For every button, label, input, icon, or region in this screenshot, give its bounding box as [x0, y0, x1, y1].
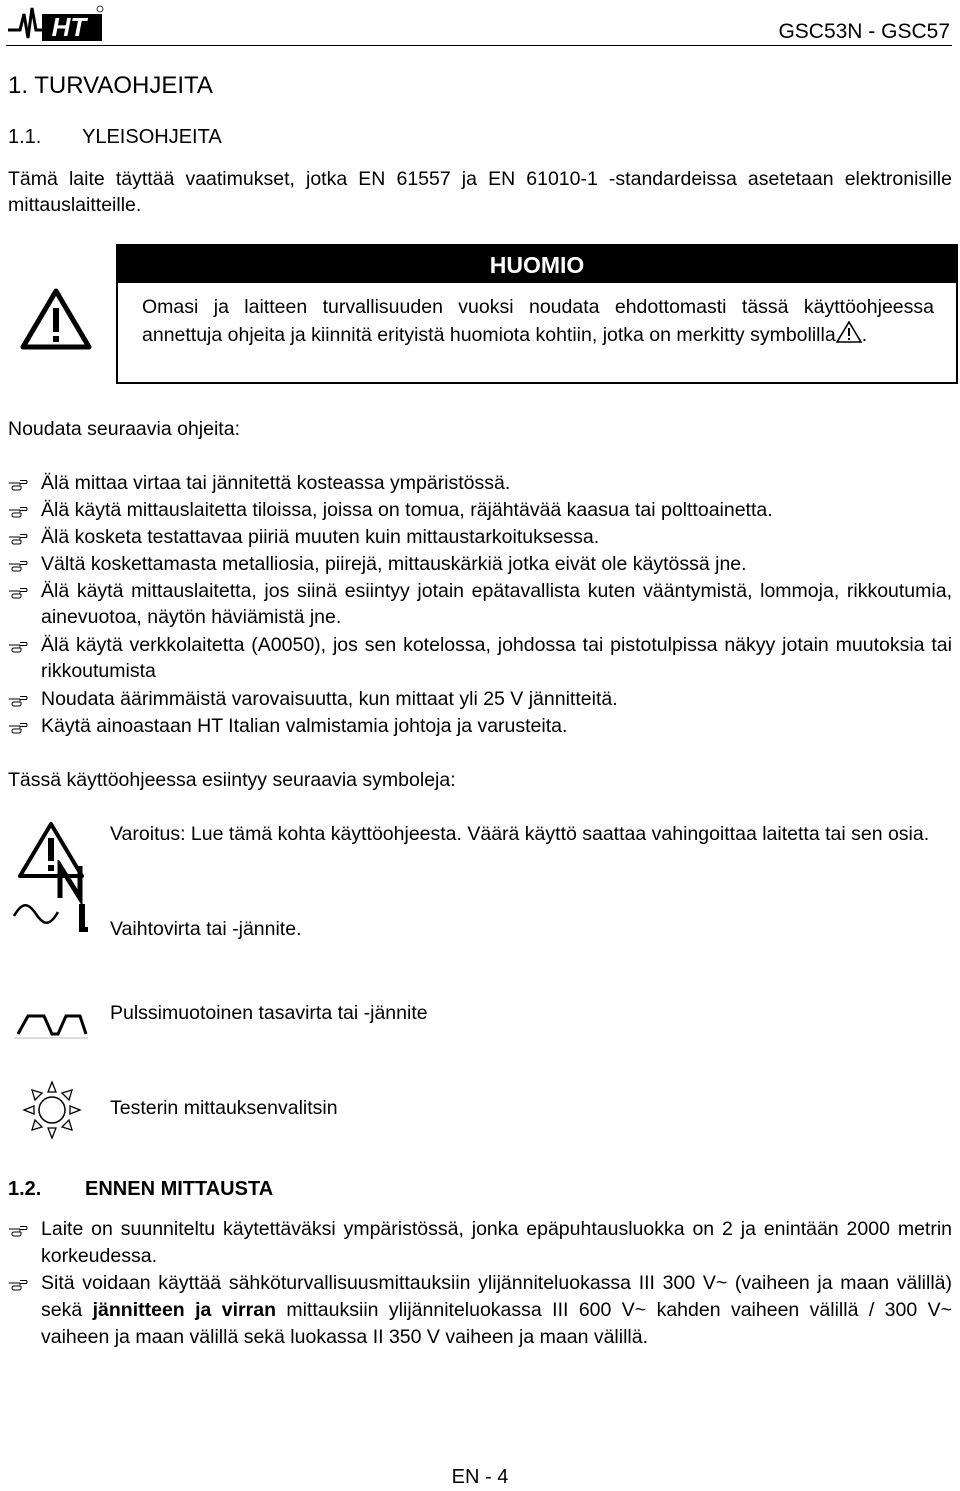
- warning-body: Omasi ja laitteen turvallisuuden vuoksi noudata ehdottomasti tässä käyttöohjeessa annettuja ohjeita ja kiinnitä erityistä huomiota kohtiin, jotka on merkitty symbolilla: [142, 296, 934, 346]
- symbol-desc: Testerin mittauksenvalitsin: [110, 1097, 338, 1119]
- warning-text: [118, 283, 956, 349]
- rule-text: Noudata äärimmäistä varovaisuutta, kun mittaat yli 25 V jännitteitä.: [41, 688, 618, 710]
- rule-text: Älä käytä mittauslaitetta, jos siinä esiintyy jotain epätavallista kuten vääntymistä, lommoja, rikkoutumia, ainevuotoa, näytön häviämistä jne.: [41, 580, 952, 628]
- section2-title: ENNEN MITTAUSTA: [85, 1178, 274, 1200]
- list-item: [8, 1270, 952, 1351]
- rule-text: Käytä ainoastaan HT Italian valmistamia johtoja ja varusteita.: [41, 715, 568, 737]
- model-title: GSC53N - GSC57: [778, 20, 950, 43]
- warning-triangle-icon: [20, 288, 92, 350]
- pointing-hand-icon: [8, 555, 28, 571]
- pointing-hand-icon: [8, 1274, 28, 1290]
- connector-glyph-icon: [56, 860, 88, 932]
- intro-paragraph: Tämä laite täyttää vaatimukset, jotka EN 61557 ja EN 61010-1 -standardeissa asetetaan elektronisille mittauslaitteille.: [8, 168, 952, 216]
- warning-end: .: [861, 324, 868, 346]
- rule-text: Älä kosketa testattavaa piiriä muuten kuin mittaustarkoituksessa.: [41, 526, 600, 548]
- list-item: [8, 1216, 952, 1270]
- warning-title: HUOMIO: [118, 246, 956, 283]
- header-divider: [6, 45, 952, 46]
- page-number: EN - 4: [451, 1466, 509, 1488]
- pulse-wave-icon: [14, 1004, 88, 1040]
- pointing-hand-icon: [8, 690, 28, 706]
- list-item: [8, 686, 952, 712]
- subsection-title: YLEISOHJEITA: [82, 126, 222, 148]
- ac-sine-icon: [12, 902, 60, 926]
- pointing-hand-icon: [8, 474, 28, 490]
- symbols-label: Tässä käyttöohjeessa esiintyy seuraavia symboleja:: [8, 769, 456, 791]
- section-title: 1. TURVAOHJEITA: [8, 72, 213, 99]
- rotary-selector-icon: [22, 1080, 82, 1140]
- symbol-desc: Varoitus: Lue tämä kohta käyttöohjeesta. Väärä käyttö saattaa vahingoittaa laitetta tai sen osia.: [110, 823, 930, 845]
- list-item: [8, 497, 952, 523]
- subsection-number: 1.1.: [8, 126, 42, 148]
- rule-text: Älä käytä verkkolaitetta (A0050), jos sen kotelossa, johdossa tai pistotulpissa näkyy jotain muutoksia tai rikkoutumista: [41, 634, 952, 682]
- follow-label: Noudata seuraavia ohjeita:: [8, 418, 240, 440]
- emphasis-text: jännitteen ja virran: [92, 1299, 276, 1321]
- list-item: [8, 551, 952, 577]
- section2-item-text: Sitä voidaan käyttää sähköturvallisuusmittauksiin ylijänniteluokassa III 300 V~ (vaiheen ja maan välillä) sekä jännitteen ja virran mittauksiin ylijänniteluokassa III 600 V~ kahden vaiheen välillä / 300 V~ vaiheen ja maan välillä sekä luokassa II 350 V vaiheen ja maan välillä.: [41, 1272, 953, 1348]
- pointing-hand-icon: [8, 582, 28, 598]
- warning-box: [116, 244, 958, 384]
- rule-text: Älä mittaa virtaa tai jännitettä kosteassa ympäristössä.: [41, 472, 511, 494]
- rule-text: Älä käytä mittauslaitetta tiloissa, joissa on tomua, räjähtävää kaasua tai polttoainetta.: [41, 499, 773, 521]
- section2-number: 1.2.: [8, 1178, 42, 1200]
- pointing-hand-icon: [8, 636, 28, 652]
- ht-logo: [6, 4, 104, 42]
- symbol-desc: Vaihtovirta tai -jännite.: [110, 918, 302, 940]
- subsection-heading: [8, 126, 222, 149]
- pointing-hand-icon: [8, 1220, 28, 1236]
- list-item: [8, 713, 952, 739]
- list-item: [8, 470, 952, 496]
- section2-heading: [8, 1178, 273, 1201]
- symbol-desc: Pulssimuotoinen tasavirta tai -jännite: [110, 1002, 428, 1024]
- rule-text: Vältä koskettamasta metalliosia, piirejä, mittauskärkiä jotka eivät ole käytössä jne.: [41, 553, 747, 575]
- brand-text: HT: [51, 12, 87, 42]
- list-item: [8, 578, 952, 630]
- list-item: [8, 524, 952, 550]
- pointing-hand-icon: [8, 717, 28, 733]
- section2-item-text: Laite on suunniteltu käytettäväksi ympäristössä, jonka epäpuhtausluokka on 2 ja enintään 2000 metrin korkeudessa.: [41, 1218, 952, 1267]
- warning-inline-icon: [836, 321, 862, 343]
- list-item: [8, 632, 952, 684]
- pointing-hand-icon: [8, 501, 28, 517]
- pointing-hand-icon: [8, 528, 28, 544]
